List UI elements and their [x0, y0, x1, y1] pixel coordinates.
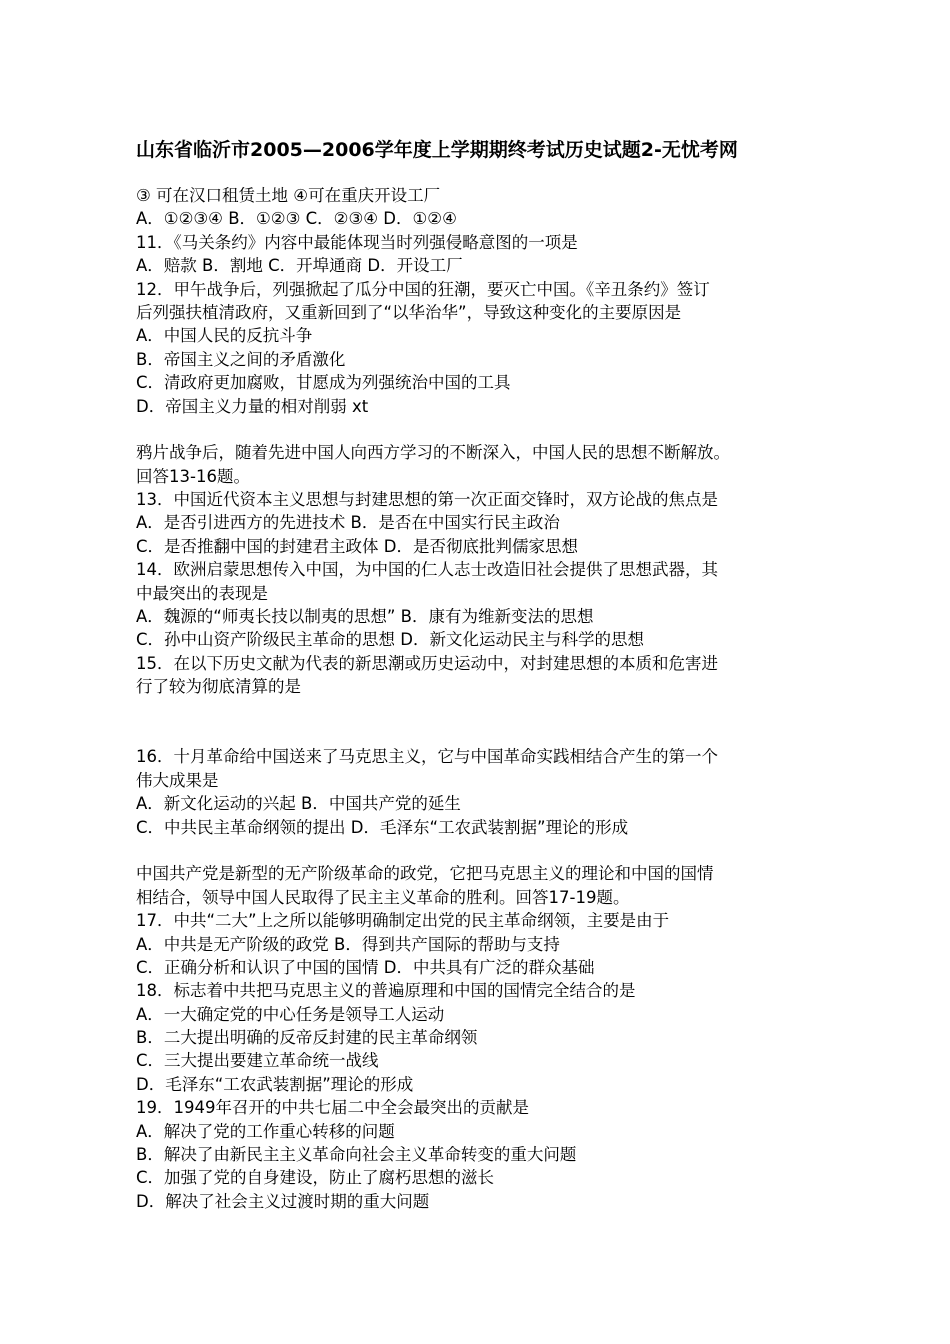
text-line: A．魏源的“师夷长技以制夷的思想” B．康有为维新变法的思想 [136, 607, 594, 627]
text-line: C．正确分析和认识了中国的国情 D．中共具有广泛的群众基础 [136, 957, 595, 977]
question-12: 12．甲午战争后，列强掀起了瓜分中国的狂潮，要灭亡中国。《辛丑条约》签订 [136, 279, 710, 299]
text-line: A．中共是无产阶级的政党 B．得到共产国际的帮助与支持 [136, 934, 560, 954]
text-line: C．是否推翻中国的封建君主政体 D．是否彻底批判儒家思想 [136, 536, 578, 556]
text-line: C．加强了党的自身建设，防止了腐朽思想的滋长 [136, 1168, 495, 1188]
text-line: D．帝国主义力量的相对削弱 xt [136, 396, 369, 416]
text-line: C．三大提出要建立革命统一战线 [136, 1051, 379, 1071]
text-line: A．新文化运动的兴起 B．中国共产党的延生 [136, 794, 461, 814]
section-intro: 鸦片战争后，随着先进中国人向西方学习的不断深入，中国人民的思想不断解放。 [136, 443, 730, 463]
text-line: D．解决了社会主义过渡时期的重大问题 [136, 1191, 430, 1211]
blank-line [136, 418, 826, 441]
question-11: 11．《马关条约》内容中最能体现当时列强侵略意图的一项是 [136, 232, 578, 252]
question-15: 15．在以下历史文献为代表的新思潮或历史运动中，对封建思想的本质和危害进 [136, 653, 718, 673]
text-line: 行了较为彻底清算的是 [136, 677, 301, 697]
text-line: 回答13-16题。 [136, 466, 250, 486]
text-line: 伟大成果是 [136, 770, 219, 790]
text-line: A．一大确定党的中心任务是领导工人运动 [136, 1004, 445, 1024]
text-line: B．二大提出明确的反帝反封建的民主革命纲领 [136, 1028, 478, 1048]
text-line: D．毛泽东“工农武装割据”理论的形成 [136, 1074, 414, 1094]
text-line: 相结合，领导中国人民取得了民主主义革命的胜利。回答17-19题。 [136, 887, 630, 907]
text-line: 后列强扶植清政府，又重新回到了“以华治华”，导致这种变化的主要原因是 [136, 302, 682, 322]
question-13: 13．中国近代资本主义思想与封建思想的第一次正面交锋时，双方论战的焦点是 [136, 490, 718, 510]
question-19: 19．1949年召开的中共七届二中全会最突出的贡献是 [136, 1098, 529, 1118]
blank-line [136, 839, 826, 862]
question-16: 16．十月革命给中国送来了马克思主义，它与中国革命实践相结合产生的第一个 [136, 747, 718, 767]
text-line: A．解决了党的工作重心转移的问题 [136, 1121, 395, 1141]
text-line: 中最突出的表现是 [136, 583, 268, 603]
text-line: ③ 可在汉口租赁土地 ④可在重庆开设工厂 [136, 186, 441, 205]
question-17: 17．中共“二大”上之所以能够明确制定出党的民主革命纲领，主要是由于 [136, 911, 670, 931]
blank-line [136, 699, 826, 746]
document-title: 山东省临沂市2005—2006学年度上学期期终考试历史试题2-无忧考网 [136, 139, 738, 161]
text-line: A．赔款 B．割地 C．开埠通商 D．开设工厂 [136, 256, 463, 276]
text-line: A．中国人民的反抗斗争 [136, 326, 313, 346]
question-18: 18．标志着中共把马克思主义的普遍原理和中国的国情完全结合的是 [136, 981, 636, 1001]
text-line: C．中共民主革命纲领的提出 D．毛泽东“工农武装割据”理论的形成 [136, 817, 629, 837]
text-line: C．孙中山资产阶级民主革命的思想 D．新文化运动民主与科学的思想 [136, 630, 644, 650]
document-body [136, 184, 826, 1213]
question-14: 14．欧洲启蒙思想传入中国，为中国的仁人志士改造旧社会提供了思想武器，其 [136, 560, 718, 580]
text-line: B．解决了由新民主主义革命向社会主义革命转变的重大问题 [136, 1145, 577, 1165]
text-line: B．帝国主义之间的矛盾激化 [136, 349, 346, 369]
text-line: A．①②③④ B．①②③ C．②③④ D．①②④ [136, 209, 457, 229]
text-line: C．清政府更加腐败，甘愿成为列强统治中国的工具 [136, 373, 511, 393]
text-line: A．是否引进西方的先进技术 B．是否在中国实行民主政治 [136, 513, 560, 533]
section-intro: 中国共产党是新型的无产阶级革命的政党，它把马克思主义的理论和中国的国情 [136, 864, 714, 884]
